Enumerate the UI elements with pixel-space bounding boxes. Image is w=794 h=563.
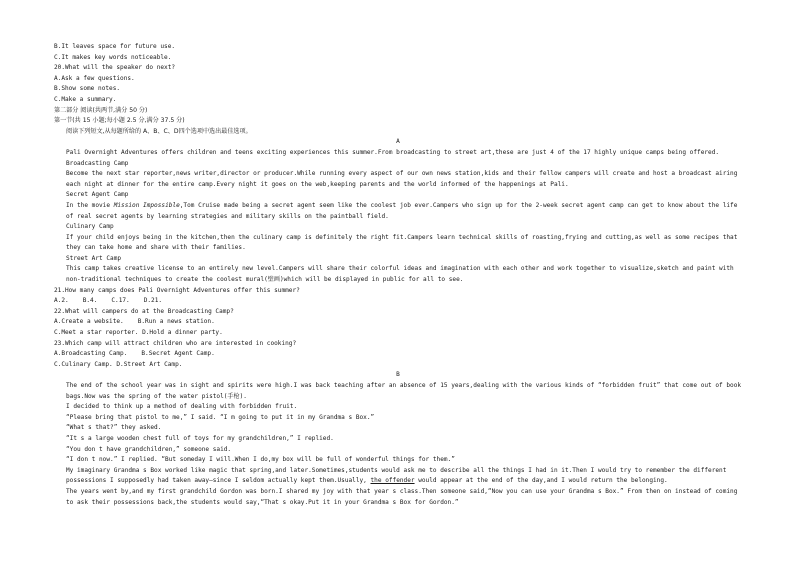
reading-instruction: 阅读下列短文,从每题所给的 A、B、C、D四个选项中选出最佳选项。	[66, 127, 252, 135]
q22-option-c: C.Meet a star reporter.	[54, 329, 139, 337]
passage-a-label: A	[396, 138, 400, 146]
camp3-text: If your child enjoys being in the kitchen,then the culinary camp is definitely the right fit.Campers learn technical skills of roasting,frying and cutting,as well as some recipes that they can take home and share with their families.	[66, 233, 738, 252]
part2-heading: 第二部分 阅读(共两节,满分 50 分)	[54, 106, 148, 114]
passage-a-intro: Pali Overnight Adventures offers children and teens exciting experiences this summer.From broadcasting to street art,these are just 4 of the 17 highly unique camps being offered.	[66, 148, 720, 156]
passage-b-p1: The end of the school year was in sight and spirits were high.I was back teaching after an absence of 15 years,dealing with the various kinds of “forbidden fruit” that come out of book bags.Now was the spring of the water pistol(手枪).	[66, 382, 742, 400]
exam-page	[54, 42, 742, 508]
q23-options-cd	[54, 360, 742, 371]
q23-option-c: C.Culinary Camp.	[54, 360, 113, 368]
question-22: 22.What will campers do at the Broadcasting Camp?	[54, 307, 234, 315]
passage-b-p5: “It s a large wooden chest full of toys for my grandchildren,” I replied.	[66, 434, 334, 442]
q22-options-cd	[54, 328, 742, 339]
passage-b-p7: “I don t now.” I replied. “But someday I will.When I do,my box will be full of wonderful things for them.”	[66, 456, 455, 464]
q23-options-ab	[54, 349, 742, 360]
camp1-title: Broadcasting Camp	[66, 159, 129, 167]
camp3-title: Culinary Camp	[66, 223, 114, 231]
q22-option-b: B.Run a news station.	[137, 318, 215, 326]
q21-option-d: D.21.	[143, 297, 163, 305]
camp2-prefix: In the movie	[66, 201, 114, 209]
p8-text-a: My imaginary Grandma s Box worked like magic that spring,and later.Sometimes,students would ask me to describe all the things I had in it.Then I would try to remember the different possessions I supposedly had taken away—since I seldom actually kept them.Usually,	[66, 466, 727, 485]
passage-b-p9: The years went by,and my first grandchild Gordon was born.I shared my joy with that year s class.Then someone said,“Now you can use your Grandma s Box.” From then on instead of coming to ask their possessions back,the students would say,“That s okay.Put it in your Grandma s Box for Gordon.”	[66, 487, 738, 506]
question-20: 20.What will the speaker do next?	[54, 64, 176, 72]
q22-options-ab	[54, 317, 742, 328]
q23-option-d: D.Street Art Camp.	[116, 360, 183, 368]
camp2-title: Secret Agent Camp	[66, 191, 129, 199]
p8-text-b: would appear at the end of the day,and I would return the belonging.	[414, 477, 668, 485]
option-c: C.It makes key words noticeable.	[54, 53, 172, 61]
q20-option-b: B.Show some notes.	[54, 85, 121, 93]
option-b: B.It leaves space for future use.	[54, 43, 176, 50]
q23-option-b: B.Secret Agent Camp.	[141, 350, 215, 358]
q22-option-d: D.Hold a dinner party.	[142, 329, 223, 337]
passage-b-p8	[54, 466, 742, 487]
camp2-body: ,Tom Cruise made being a secret agent seem like the coolest job ever.Campers who sign up for the 2-week secret agent camp can get to know about the life of real secret agents by learning strategies and military skills on the paintball field.	[66, 201, 738, 220]
underlined-phrase: the offender	[370, 477, 415, 485]
q23-option-a: A.Broadcasting Camp.	[54, 350, 128, 358]
section1-heading: 第一节(共 15 小题;每小题 2.5 分,满分 37.5 分)	[54, 117, 185, 125]
passage-b-p6: “You don t have grandchildren,” someone said.	[66, 445, 232, 453]
q20-option-c: C.Make a summary.	[54, 95, 117, 103]
camp4-text: This camp takes creative license to an entirely new level.Campers will share their colorful ideas and imagination with each other and work together to visualize,sketch and paint with non-traditional techniques to create the coolest mural(壁画)which will be displayed in public for all to see.	[66, 265, 734, 284]
camp2-text	[54, 201, 742, 222]
q21-option-b: B.4.	[82, 297, 98, 305]
passage-b-p4: “What s that?” they asked.	[66, 424, 162, 432]
movie-title: Mission Impossible	[113, 201, 180, 209]
camp1-text: Become the next star reporter,news writer,director or producer.While running every aspect of our own news station,kids and their fellow campers will create and host a broadcast airing each night at dinner for the entire camp.Every night it goes on the web,keeping parents and the world informed of the happenings at Pali.	[66, 170, 738, 188]
q21-options	[54, 296, 742, 307]
passage-b-label: B	[396, 371, 400, 379]
question-23: 23.Which camp will attract children who are interested in cooking?	[54, 339, 297, 347]
camp4-title: Street Art Camp	[66, 254, 122, 262]
q22-option-a: A.Create a website.	[54, 318, 124, 326]
q21-option-c: C.17.	[111, 297, 130, 305]
question-21: 21.How many camps does Pali Overnight Adventures offer this summer?	[54, 286, 300, 294]
passage-b-p2: I decided to think up a method of dealing with forbidden fruit.	[66, 403, 298, 411]
passage-b-p3: “Please bring that pistol to me,” I said. “I m going to put it in my Grandma s Box.”	[66, 413, 375, 421]
q20-option-a: A.Ask a few questions.	[54, 74, 135, 82]
q21-option-a: A.2.	[54, 297, 69, 305]
